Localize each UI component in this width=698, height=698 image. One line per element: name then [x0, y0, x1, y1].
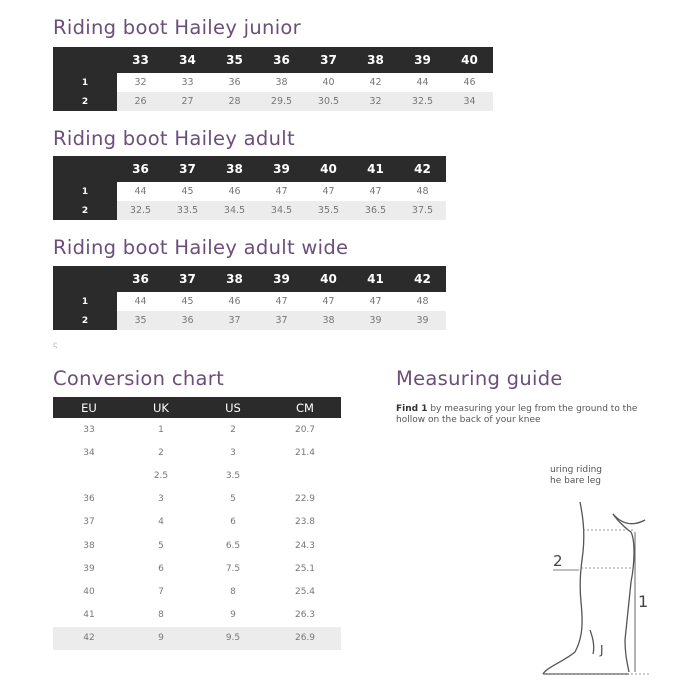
- conversion-cell: 5: [158, 540, 164, 551]
- conversion-header-cell: US: [197, 397, 269, 418]
- size-value-cell: 38: [305, 311, 352, 330]
- conversion-cell: 22.9: [294, 494, 316, 505]
- size-value-cell: 40: [322, 77, 335, 88]
- size-value-cell: 32.5: [399, 92, 446, 111]
- size-header-cell: 34: [164, 47, 211, 73]
- size-value-cell: 47: [369, 296, 382, 307]
- size-value-cell: 34.5: [211, 201, 258, 220]
- conversion-header-cell: EU: [53, 397, 125, 418]
- size-value-cell: 47: [275, 296, 288, 307]
- size-row: [53, 201, 446, 220]
- leg-caption-line1: uring riding: [550, 465, 603, 475]
- conversion-cell: 24.3: [294, 540, 316, 551]
- size-value-cell: 35: [117, 311, 164, 330]
- size-value-cell: 47: [369, 186, 382, 197]
- size-row-label: 1: [53, 292, 117, 311]
- size-value-cell: 46: [463, 77, 476, 88]
- measuring-text: [396, 404, 656, 426]
- conversion-cell: 3: [158, 494, 164, 505]
- label-1: 1: [638, 592, 649, 611]
- size-value-cell: 30.5: [305, 92, 352, 111]
- size-value-cell: 45: [181, 296, 194, 307]
- size-value-cell: 27: [164, 92, 211, 111]
- size-value-cell: 46: [228, 296, 241, 307]
- conversion-cell: 23.8: [294, 517, 316, 528]
- conversion-cell: 1: [158, 424, 164, 435]
- knee-curve: [613, 514, 645, 524]
- conversion-cell: 3: [230, 447, 236, 458]
- conversion-cell: 33: [83, 424, 95, 435]
- size-header-cell: 40: [446, 47, 493, 73]
- conversion-title: Conversion chart: [53, 367, 225, 390]
- size-value-cell: 46: [228, 186, 241, 197]
- conversion-cell: 37: [83, 517, 95, 528]
- size-row-label: 2: [53, 92, 117, 111]
- size-header-cell: 36: [117, 156, 164, 182]
- size-value-cell: 47: [322, 296, 335, 307]
- size-value-cell: 33: [181, 77, 194, 88]
- conversion-row: [53, 534, 341, 557]
- size-header-cell: 41: [352, 266, 399, 292]
- conversion-row: [53, 441, 341, 464]
- size-value-cell: 47: [322, 186, 335, 197]
- conversion-row: [53, 604, 341, 627]
- conversion-cell: 25.4: [294, 586, 316, 597]
- conversion-cell: 8: [158, 610, 164, 621]
- size-value-cell: 39: [352, 311, 399, 330]
- leg-caption-line2: he bare leg: [550, 476, 601, 486]
- conversion-cell: [269, 464, 341, 487]
- size-value-cell: 33.5: [164, 201, 211, 220]
- conversion-row: [53, 557, 341, 580]
- size-header-cell: 39: [258, 266, 305, 292]
- size-header-cell: 40: [305, 156, 352, 182]
- conversion-cell: 26.3: [294, 610, 316, 621]
- conversion-cell: 21.4: [294, 447, 316, 458]
- size-value-cell: 48: [416, 296, 429, 307]
- conversion-cell: 34: [83, 447, 95, 458]
- size-header-cell: 38: [211, 156, 258, 182]
- size-row-label: 1: [53, 182, 117, 201]
- size-header-cell: 36: [117, 266, 164, 292]
- conversion-row: [53, 627, 341, 650]
- conversion-cell: 42: [53, 627, 125, 650]
- size-row: [53, 311, 446, 330]
- size-value-cell: 32: [134, 77, 147, 88]
- size-value-cell: 44: [416, 77, 429, 88]
- title-adult-wide: Riding boot Hailey adult wide: [53, 236, 349, 259]
- size-header-cell: 42: [399, 156, 446, 182]
- size-row-label: 2: [53, 201, 117, 220]
- size-row: [53, 73, 493, 92]
- conversion-cell: 9: [125, 627, 197, 650]
- size-value-cell: 32.5: [117, 201, 164, 220]
- conversion-cell: 4: [158, 517, 164, 528]
- size-row-label: 1: [53, 73, 117, 92]
- conversion-row: [53, 511, 341, 534]
- size-value-cell: 32: [352, 92, 399, 111]
- size-header-cell: 37: [164, 266, 211, 292]
- size-value-cell: 37.5: [399, 201, 446, 220]
- conversion-row: [53, 418, 341, 441]
- size-header-cell: 40: [305, 266, 352, 292]
- size-row: [53, 182, 446, 201]
- size-header-cell: 37: [164, 156, 211, 182]
- size-table-adult-wide: [53, 266, 446, 330]
- conversion-cell: 3.5: [225, 470, 241, 481]
- size-value-cell: 34: [446, 92, 493, 111]
- size-value-cell: 28: [211, 92, 258, 111]
- leg-outline-back: [543, 502, 584, 674]
- size-value-cell: 29.5: [258, 92, 305, 111]
- size-value-cell: 42: [369, 77, 382, 88]
- stray-mark: ς: [53, 340, 58, 349]
- conversion-cell: 6: [230, 517, 236, 528]
- size-header-cell: 41: [352, 156, 399, 182]
- size-header-blank: [53, 266, 117, 292]
- size-value-cell: 39: [399, 311, 446, 330]
- size-value-cell: 37: [211, 311, 258, 330]
- conversion-table: [53, 397, 341, 650]
- size-value-cell: 47: [275, 186, 288, 197]
- size-header-cell: 33: [117, 47, 164, 73]
- measuring-text-rest: by measuring your leg from the ground to the hollow on the back of your knee: [396, 404, 638, 425]
- title-junior: Riding boot Hailey junior: [53, 16, 301, 39]
- size-table-adult: [53, 156, 446, 220]
- conversion-row: [53, 580, 341, 603]
- conversion-cell: 26.9: [269, 627, 341, 650]
- conversion-cell: 7: [158, 586, 164, 597]
- size-header-cell: 39: [258, 156, 305, 182]
- conversion-cell: 20.7: [294, 424, 316, 435]
- conversion-cell: 36: [83, 494, 95, 505]
- conversion-cell: 39: [83, 563, 95, 574]
- size-value-cell: 26: [117, 92, 164, 111]
- size-value-cell: 44: [134, 296, 147, 307]
- label-j: J: [600, 643, 604, 657]
- size-value-cell: 34.5: [258, 201, 305, 220]
- conversion-cell: 2: [158, 447, 164, 458]
- size-header-blank: [53, 47, 117, 73]
- size-row-label: 2: [53, 311, 117, 330]
- conversion-cell: 38: [83, 540, 95, 551]
- size-value-cell: 48: [416, 186, 429, 197]
- title-adult: Riding boot Hailey adult: [53, 127, 295, 150]
- conversion-header-cell: UK: [125, 397, 197, 418]
- conversion-cell: 7.5: [225, 563, 241, 574]
- size-value-cell: 44: [134, 186, 147, 197]
- size-value-cell: 38: [275, 77, 288, 88]
- size-value-cell: 36: [228, 77, 241, 88]
- size-header-blank: [53, 156, 117, 182]
- size-header-cell: 38: [352, 47, 399, 73]
- size-header-cell: 42: [399, 266, 446, 292]
- measuring-text-bold: Find 1: [396, 404, 428, 414]
- conversion-cell: [53, 464, 125, 487]
- conversion-row: [53, 464, 341, 487]
- conversion-cell: 8: [230, 586, 236, 597]
- conversion-cell: 9.5: [197, 627, 269, 650]
- size-header-cell: 35: [211, 47, 258, 73]
- conversion-cell: 25.1: [294, 563, 316, 574]
- size-value-cell: 36.5: [352, 201, 399, 220]
- size-header-cell: 36: [258, 47, 305, 73]
- size-header-cell: 37: [305, 47, 352, 73]
- ankle-detail: [590, 630, 594, 654]
- size-header-cell: 39: [399, 47, 446, 73]
- conversion-cell: 41: [83, 610, 95, 621]
- conversion-cell: 40: [83, 586, 95, 597]
- conversion-cell: 6.5: [225, 540, 241, 551]
- size-value-cell: 45: [181, 186, 194, 197]
- conversion-cell: 6: [158, 563, 164, 574]
- conversion-header-cell: CM: [269, 397, 341, 418]
- conversion-cell: 2: [230, 424, 236, 435]
- conversion-cell: 5: [230, 494, 236, 505]
- leg-outline-front: [613, 514, 634, 672]
- size-row: [53, 92, 493, 111]
- leg-diagram: [535, 462, 660, 682]
- size-value-cell: 35.5: [305, 201, 352, 220]
- conversion-cell: 9: [230, 610, 236, 621]
- size-table-junior: [53, 47, 493, 111]
- size-value-cell: 37: [258, 311, 305, 330]
- size-row: [53, 292, 446, 311]
- conversion-row: [53, 488, 341, 511]
- size-value-cell: 36: [164, 311, 211, 330]
- conversion-cell: 2.5: [153, 470, 169, 481]
- size-header-cell: 38: [211, 266, 258, 292]
- label-2: 2: [553, 552, 563, 570]
- measuring-title: Measuring guide: [396, 367, 563, 390]
